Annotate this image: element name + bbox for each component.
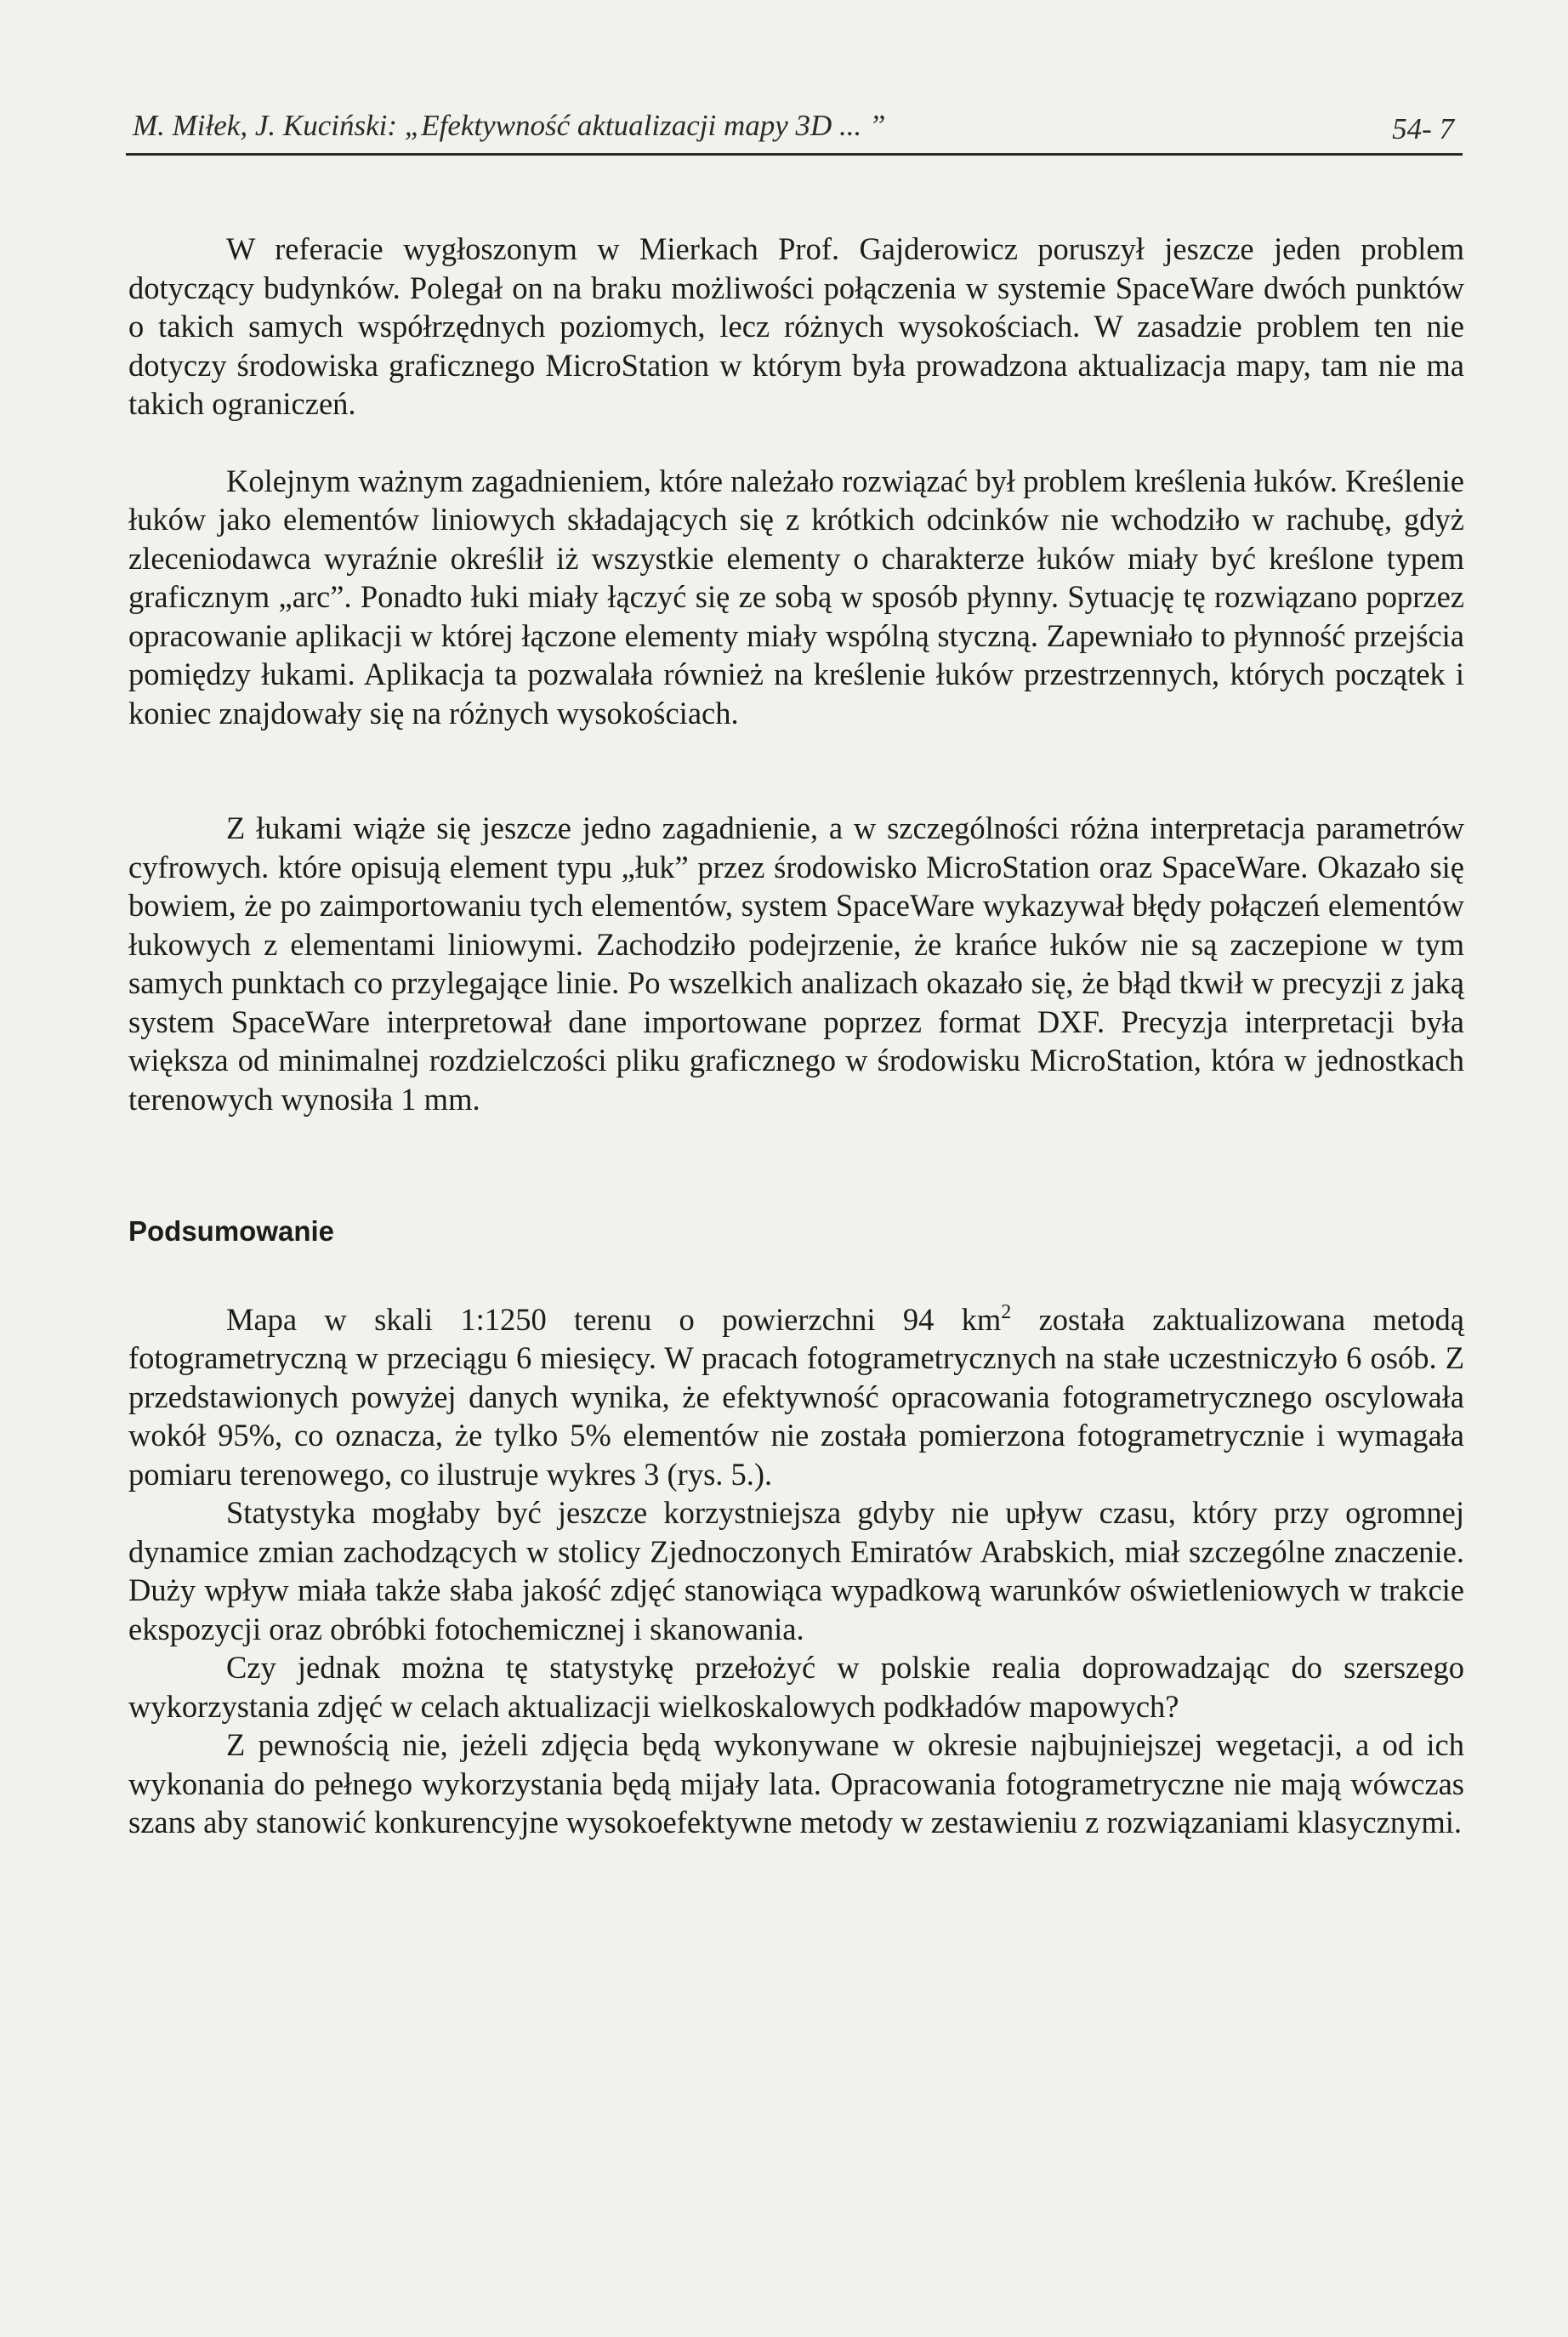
section-heading: Podsumowanie [128, 1215, 335, 1247]
paragraph-2: Kolejnym ważnym zagadnieniem, które należało rozwiązać był problem kreślenia łuków. Kreślenie łuków jako elementów liniowych składających się z krótkich odcinków nie wchodziło w rachubę, gdyż zleceniodawca wyraźnie określił iż wszystkie elementy o charakterze łuków miały być kreślone typem graficznym „arc”. Ponadto łuki miały łączyć się ze sobą w sposób płynny. Sytuację tę rozwiązano poprzez opracowanie aplikacji w której łączone elementy miały wspólną styczną. Zapewniało to płynność przejścia pomiędzy łukami. Aplikacja ta pozwalała również na kreślenie łuków przestrzennych, których początek i koniec znajdowały się na różnych wysokościach. [128, 463, 1464, 731]
paragraph-1: W referacie wygłoszonym w Mierkach Prof. Gajderowicz poruszył jeszcze jeden problem dotyczący budynków. Polegał on na braku możliwości połączenia w systemie SpaceWare dwóch punktów o takich samych współrzędnych poziomych, lecz różnych wysokościach. W zasadzie problem ten nie dotyczy środowiska graficznego MicroStation w którym była prowadzona aktualizacja mapy, tam nie ma takich ograniczeń. [128, 231, 1464, 421]
running-title: M. Miłek, J. Kuciński: „Efektywność aktualizacji mapy 3D ... ” [133, 109, 886, 142]
paragraph-6: Czy jednak można tę statystykę przełożyć w polskie realia doprowadzając do szerszego wykorzystania zdjęć w celach aktualizacji wielkoskalowych podkładów mapowych? [128, 1650, 1464, 1724]
running-header [126, 109, 1463, 156]
body-text [128, 230, 1464, 1842]
paragraph-4-start: Mapa w skali 1:1250 terenu o powierzchni 94 km [226, 1301, 1002, 1337]
paragraph-4 [128, 1300, 1464, 1494]
paragraph-3: Z łukami wiąże się jeszcze jedno zagadnienie, a w szczególności różna interpretacja parametrów cyfrowych. które opisują element typu „łuk” przez środowisko MicroStation oraz SpaceWare. Okazało się bowiem, że po zaimportowaniu tych elementów, system SpaceWare wykazywał błędy połączeń elementów łukowych z elementami liniowymi. Zachodziło podejrzenie, że krańce łuków nie są zaczepione w tym samych punktach co przylegające linie. Po wszelkich analizach okazało się, że błąd tkwił w precyzji z jaką system SpaceWare interpretował dane importowane poprzez format DXF. Precyzja interpretacji była większa od minimalnej rozdzielczości pliku graficznego w środowisku MicroStation, która w jednostkach terenowych wynosiła 1 mm. [128, 810, 1464, 1117]
page-number: 54- 7 [1392, 112, 1454, 145]
paragraph-7: Z pewnością nie, jeżeli zdjęcia będą wykonywane w okresie najbujniejszej wegetacji, a od ich wykonania do pełnego wykorzystania będą mijały lata. Opracowania fotogrametryczne nie mają wówczas szans aby stanowić konkurencyjne wysokoefektywne metody w zestawieniu z rozwiązaniami klasycznymi. [128, 1727, 1464, 1839]
superscript: 2 [1001, 1300, 1012, 1323]
paragraph-5: Statystyka mogłaby być jeszcze korzystniejsza gdyby nie upływ czasu, który przy ogromnej dynamice zmian zachodzących w stolicy Zjednoczonych Emiratów Arabskich, miał szczególne znaczenie. Duży wpływ miała także słaba jakość zdjęć stanowiąca wypadkową warunków oświetleniowych w trakcie ekspozycji oraz obróbki fotochemicznej i skanowania. [128, 1495, 1464, 1646]
paragraph-4-rest: została zaktualizowana metodą fotogrametryczną w przeciągu 6 miesięcy. W pracach fotogrametrycznych na stałe uczestniczyło 6 osób. Z przedstawionych powyżej danych wynika, że efektywność opracowania fotogrametrycznego oscylowała wokół 95%, co oznacza, że tylko 5% elementów nie została pomierzona fotogrametrycznie i wymagała pomiaru terenowego, co ilustruje wykres 3 (rys. 5.). [128, 1301, 1464, 1492]
